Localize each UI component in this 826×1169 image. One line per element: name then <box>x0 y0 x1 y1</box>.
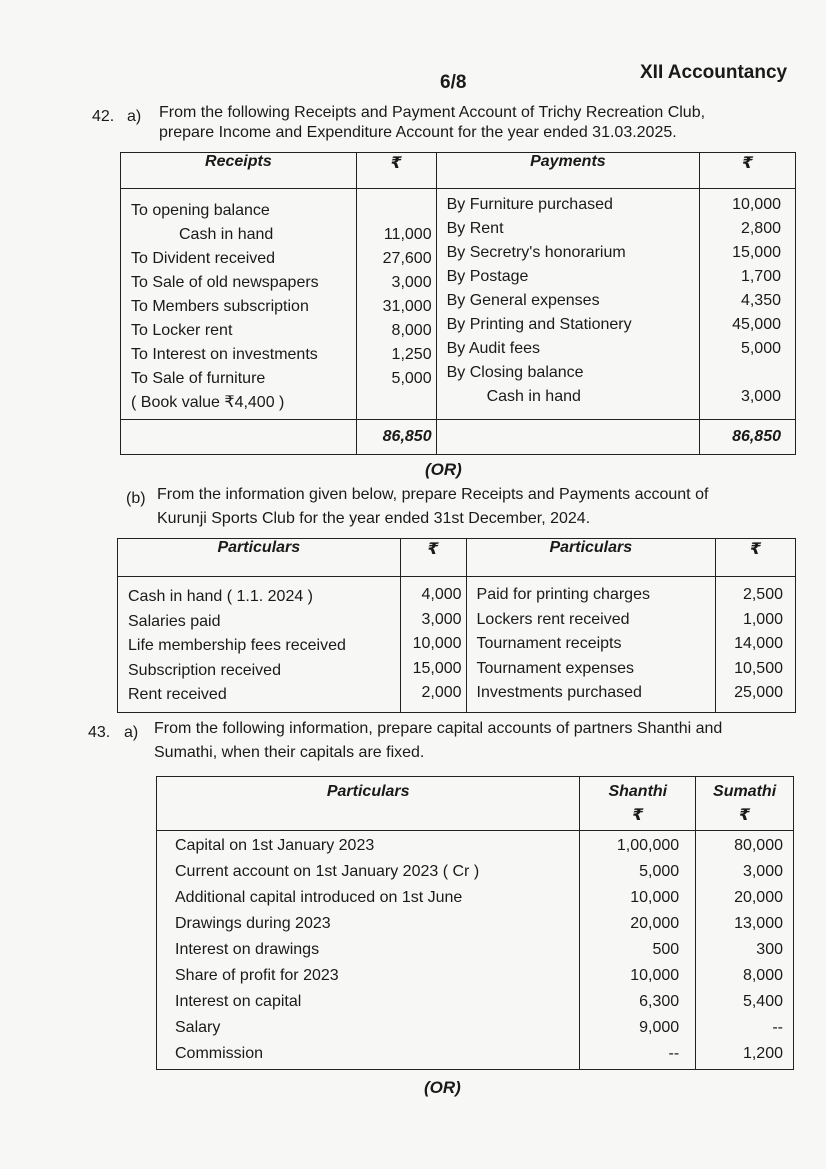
header-rupee: ₹ <box>356 153 436 189</box>
left-amount: 15,000 <box>412 659 462 677</box>
payment-amount: 4,350 <box>740 292 781 309</box>
right-item: Tournament receipts <box>476 635 622 652</box>
left-item: Subscription received <box>128 661 281 679</box>
left-amount: 2,000 <box>421 684 462 701</box>
payment-item: By Closing balance <box>446 364 584 381</box>
payment-amount: 2,800 <box>740 220 781 237</box>
shanthi-value: 9,000 <box>639 1019 680 1036</box>
payment-item: By Postage <box>446 268 529 285</box>
row-item: Commission <box>175 1045 264 1062</box>
particulars-table <box>117 538 796 713</box>
total-receipts: 86,850 <box>356 420 436 455</box>
right-amount: 2,500 <box>742 586 783 603</box>
receipt-amount <box>357 199 432 223</box>
right-amount: 14,000 <box>734 635 783 652</box>
payment-item: By Printing and Stationery <box>446 316 632 333</box>
shanthi-value: 500 <box>652 941 680 958</box>
total-payments: 86,850 <box>700 420 796 455</box>
q42a-line1: From the following Receipts and Payment Account of Trichy Recreation Club, <box>159 104 706 121</box>
sumathi-value: 20,000 <box>734 889 783 906</box>
header-rupee: ₹ <box>700 153 796 189</box>
payment-amount: 3,000 <box>740 388 781 405</box>
sumathi-value: 300 <box>756 941 783 958</box>
payment-item: By Secretry's honorarium <box>446 244 626 261</box>
right-item: Investments purchased <box>476 684 642 701</box>
shanthi-value: 6,300 <box>639 993 680 1010</box>
subject-title: XII Accountancy <box>640 62 788 83</box>
header-sumathi: Sumathi <box>713 783 777 800</box>
payment-amounts-column <box>700 189 796 420</box>
receipt-amount: 1,250 <box>391 346 432 363</box>
receipt-item: To Sale of old newspapers <box>131 274 319 291</box>
q42b-line1: From the information given below, prepare Receipts and Payments account of <box>157 486 709 503</box>
row-item: Salary <box>175 1019 221 1036</box>
sumathi-value: 8,000 <box>742 967 783 984</box>
receipt-item: Cash in hand <box>179 226 274 243</box>
page-number: 6/8 <box>440 72 467 93</box>
payments-column <box>436 189 700 420</box>
receipt-amount: 5,000 <box>391 370 432 387</box>
receipt-item: To opening balance <box>131 202 270 219</box>
payment-item: By General expenses <box>446 292 600 309</box>
payment-item: Cash in hand <box>486 388 581 405</box>
header-rupee: ₹ <box>632 807 644 824</box>
header-receipts: Receipts <box>121 153 357 189</box>
header-shanthi: Shanthi <box>608 783 668 800</box>
row-item: Interest on capital <box>175 993 302 1010</box>
right-item: Paid for printing charges <box>476 586 650 603</box>
receipt-item: To Members subscription <box>131 298 309 315</box>
shanthi-value: -- <box>668 1045 680 1062</box>
receipt-amount: 31,000 <box>382 298 432 315</box>
right-amount: 25,000 <box>734 684 783 701</box>
receipt-amount: 11,000 <box>383 226 432 243</box>
or-separator: (OR) <box>424 1078 461 1097</box>
right-item: Tournament expenses <box>476 659 634 677</box>
receipt-item: To Locker rent <box>131 322 233 339</box>
shanthi-value: 1,00,000 <box>616 837 680 854</box>
sumathi-value: 5,400 <box>742 993 783 1010</box>
partners-table <box>156 776 794 1070</box>
q43a-line1: From the following information, prepare capital accounts of partners Shanthi and <box>154 720 723 737</box>
right-item: Lockers rent received <box>476 610 630 628</box>
row-item: Current account on 1st January 2023 ( Cr ) <box>175 863 480 880</box>
header-rupee: ₹ <box>739 807 751 824</box>
payment-item: By Rent <box>446 220 504 237</box>
shanthi-value: 10,000 <box>630 967 680 984</box>
receipt-item: To Interest on investments <box>131 346 318 363</box>
payment-item: By Furniture purchased <box>446 196 613 213</box>
payment-amount: 1,700 <box>740 268 781 285</box>
sumathi-value: 13,000 <box>734 915 783 932</box>
header-particulars: Particulars <box>118 539 401 577</box>
receipt-amount: 3,000 <box>391 274 432 291</box>
header-particulars: Particulars <box>157 777 580 831</box>
sumathi-value: 80,000 <box>734 837 783 854</box>
question-number-42: 42. <box>92 108 115 125</box>
header-payments: Payments <box>436 153 700 189</box>
payment-amount: 10,000 <box>732 196 781 213</box>
receipt-item: To Sale of furniture <box>131 370 266 387</box>
header-particulars: Particulars <box>466 539 716 577</box>
left-item: Rent received <box>128 686 227 703</box>
header-rupee: ₹ <box>716 539 796 577</box>
payment-amount: 5,000 <box>740 340 781 357</box>
row-item: Capital on 1st January 2023 <box>175 837 375 854</box>
shanthi-value: 10,000 <box>630 889 680 906</box>
receipt-amount <box>357 391 432 415</box>
row-item: Share of profit for 2023 <box>175 967 339 984</box>
receipts-payments-table <box>120 152 796 455</box>
part-a-label: a) <box>127 108 142 125</box>
receipt-item: ( Book value ₹4,400 ) <box>131 394 285 411</box>
payment-amount: 45,000 <box>732 316 781 333</box>
right-amount: 1,000 <box>742 610 783 628</box>
receipts-column <box>121 189 357 420</box>
sumathi-value: 3,000 <box>742 863 783 880</box>
q42a-line2: prepare Income and Expenditure Account for the year ended 31.03.2025. <box>159 124 677 141</box>
payment-amount: 15,000 <box>732 244 781 261</box>
receipt-amount: 27,600 <box>382 250 432 267</box>
q42b-line2: Kurunji Sports Club for the year ended 31st December, 2024. <box>157 510 591 527</box>
or-separator: (OR) <box>425 460 462 479</box>
left-item: Cash in hand ( 1.1. 2024 ) <box>128 588 314 605</box>
row-item: Additional capital introduced on 1st June <box>175 889 463 906</box>
sumathi-value: 1,200 <box>742 1045 783 1062</box>
payment-item: By Audit fees <box>446 340 540 357</box>
q43a-line2: Sumathi, when their capitals are fixed. <box>154 744 425 761</box>
left-item: Life membership fees received <box>128 637 346 654</box>
shanthi-value: 20,000 <box>630 915 680 932</box>
payment-amount <box>700 361 781 385</box>
part-a-label: a) <box>124 724 139 741</box>
left-amount: 4,000 <box>421 586 462 603</box>
left-item: Salaries paid <box>128 612 221 630</box>
question-number-43: 43. <box>88 724 111 741</box>
row-item: Interest on drawings <box>175 941 320 958</box>
receipt-amount: 8,000 <box>391 322 432 339</box>
shanthi-value: 5,000 <box>639 863 680 880</box>
header-rupee: ₹ <box>400 539 466 577</box>
right-amount: 10,500 <box>734 659 783 677</box>
left-amount: 10,000 <box>412 635 462 652</box>
part-b-label: (b) <box>126 490 146 507</box>
sumathi-value: -- <box>772 1019 783 1036</box>
receipt-item: To Divident received <box>131 250 276 267</box>
row-item: Drawings during 2023 <box>175 915 331 932</box>
receipt-amounts-column <box>356 189 436 420</box>
left-amount: 3,000 <box>421 610 462 628</box>
